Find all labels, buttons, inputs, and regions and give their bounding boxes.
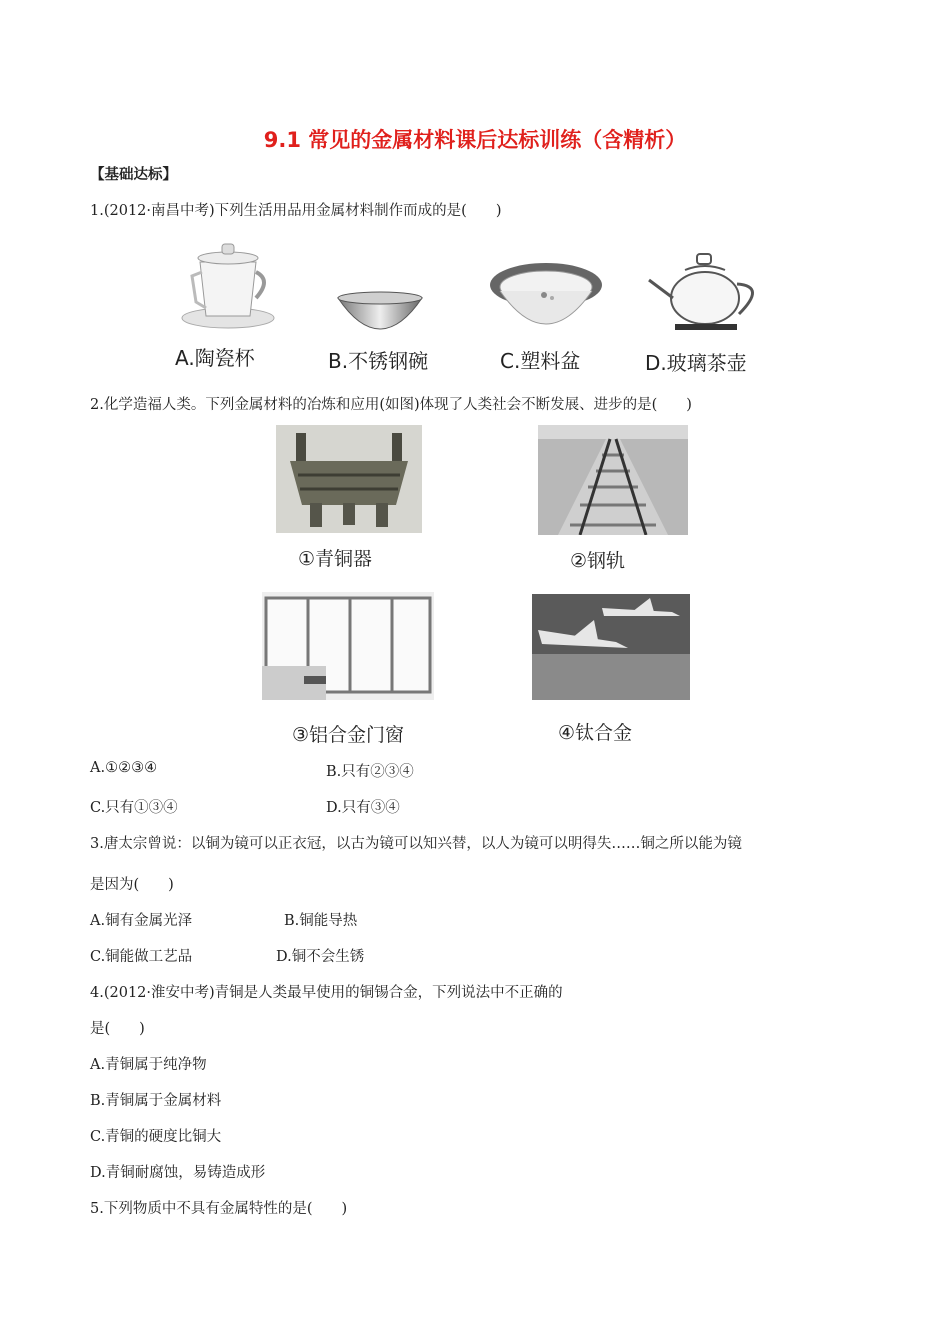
q3-option-c: C.铜能做工艺品 <box>90 949 193 965</box>
q5-stem: 5.下列物质中不具有金属特性的是( ) <box>90 1201 348 1217</box>
q4-option-d: D.青铜耐腐蚀，易铸造成形 <box>90 1165 266 1181</box>
porcelain-cup-image <box>178 232 278 332</box>
q2-option-b: B.只有②③④ <box>326 764 414 780</box>
section-heading: 【基础达标】 <box>90 167 177 183</box>
q4-stem-continued: 是( ) <box>90 1021 145 1037</box>
q2-option-a: A.①②③④ <box>90 760 158 776</box>
q1-caption-a: A.陶瓷杯 <box>175 346 255 370</box>
q1-stem: 1.(2012·南昌中考)下列生活用品用金属材料制作而成的是( ) <box>90 203 502 219</box>
q1-caption-c: C.塑料盆 <box>500 349 581 373</box>
q4-option-c: C.青铜的硬度比铜大 <box>90 1129 222 1145</box>
stainless-bowl-image <box>334 290 426 340</box>
q2-stem: 2.化学造福人类。下列金属材料的冶炼和应用(如图)体现了人类社会不断发展、进步的是( ) <box>90 397 692 413</box>
q2-caption-2: ②钢轨 <box>570 550 626 572</box>
q3-stem: 3.唐太宗曾说：以铜为镜可以正衣冠，以古为镜可以知兴替，以人为镜可以明得失……铜之所以能为镜 <box>90 836 742 852</box>
q1-caption-b: B.不锈钢碗 <box>328 349 429 373</box>
q3-stem-continued: 是因为( ) <box>90 877 174 893</box>
q2-option-c: C.只有①③④ <box>90 800 178 816</box>
steel-rail-image <box>538 425 688 535</box>
q2-caption-1: ①青铜器 <box>298 548 373 570</box>
q4-option-b: B.青铜属于金属材料 <box>90 1093 222 1109</box>
q2-caption-3: ③铝合金门窗 <box>292 724 405 746</box>
q2-option-d: D.只有③④ <box>326 800 400 816</box>
aluminum-window-image <box>262 592 434 700</box>
bronze-vessel-image <box>276 425 422 533</box>
q2-caption-4: ④钛合金 <box>558 722 633 744</box>
q3-option-d: D.铜不会生锈 <box>276 949 365 965</box>
q3-option-b: B.铜能导热 <box>284 913 358 929</box>
glass-teapot-image <box>645 250 769 332</box>
q1-caption-d: D.玻璃茶壶 <box>645 351 747 375</box>
document-title: 9.1 常见的金属材料课后达标训练（含精析） <box>263 128 687 152</box>
titanium-jet-image <box>532 594 690 700</box>
q3-option-a: A.铜有金属光泽 <box>90 913 193 929</box>
q4-option-a: A.青铜属于纯净物 <box>90 1057 207 1073</box>
plastic-basin-image <box>486 257 606 329</box>
q4-stem: 4.(2012·淮安中考)青铜是人类最早使用的铜锡合金，下列说法中不正确的 <box>90 985 563 1001</box>
